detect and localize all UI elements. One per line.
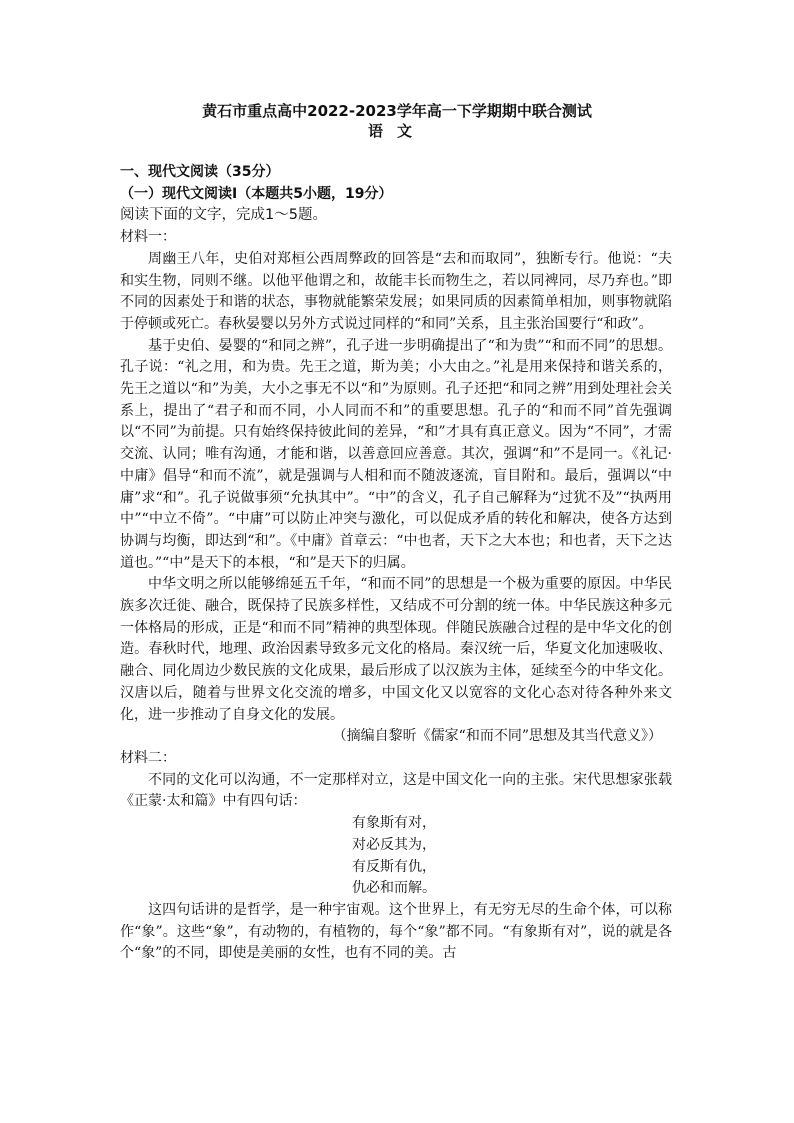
material1-label: 材料一： xyxy=(120,229,176,246)
poem-line: 有反斯有仇， xyxy=(352,858,436,875)
material2-paragraph-2: 这四句话讲的是哲学，是一种宇宙观。这个世界上，有无穷无尽的生命个体，可以称作“象”。这些“象”，有动物的，有植物的，每个“象”都不同。“有象斯有对”，说的就是各个“象”的不同，即使是美丽的女性，也有不同的美。古 xyxy=(120,901,672,962)
exam-title: 黄石市重点高中2022-2023学年高一下学期期中联合测试 xyxy=(202,102,592,120)
material1-paragraph-1: 周幽王八年，史伯对郑桓公西周弊政的回答是“去和而取同”，独断专行。他说：“夫和实生物，同则不继。以他平他谓之和，故能丰长而物生之，若以同裨同，尽乃弃也。”即不同的因素处于和谐的状态，事物就能繁荣发展；如果同质的因素简单相加，则事物就陷于停顿或死亡。春秋晏婴以另外方式说过同样的“和同”关系，且主张治国要行“和政”。 xyxy=(120,250,672,332)
poem-line: 仇必和而解。 xyxy=(352,880,436,897)
material1-source: （摘编自黎昕《儒家“和而不同”思想及其当代意义》） xyxy=(332,728,662,745)
material1-paragraph-3: 中华文明之所以能够绵延五千年，“和而不同”的思想是一个极为重要的原因。中华民族多次迁徙、融合，既保持了民族多样性，又结成不可分割的统一体。中华民族这种多元一体格局的形成，正是“和而不同”精神的典型体现。伴随民族融合过程的是中华文化的创造。春秋时代，地理、政治因素导致多元文化的格局。秦汉统一后，华夏文化加速吸收、融合、同化周边少数民族的文化成果，最后形成了以汉族为主体，延续至今的中华文化。汉唐以后，随着与世界文化交流的增多，中国文化又以宽容的文化心态对待各种外来文化，进一步推动了自身文化的发展。 xyxy=(120,576,672,723)
instruction: 阅读下面的文字，完成1～5题。 xyxy=(120,207,327,224)
section-subheading: （一）现代文阅读Ⅰ（本题共5小题，19分） xyxy=(120,185,393,202)
material2-paragraph-1: 不同的文化可以沟通，不一定那样对立，这是中国文化一向的主张。宋代思想家张载《正蒙·太和篇》中有四句话： xyxy=(120,771,672,810)
section-heading: 一、现代文阅读（35分） xyxy=(120,164,280,180)
material1-paragraph-2: 基于史伯、晏婴的“和同之辨”，孔子进一步明确提出了“和为贵”“和而不同”的思想。孔子说：“礼之用，和为贵。先王之道，斯为美；小大由之。”礼是用来保持和谐关系的，先王之道以“和”为美，大小之事无不以“和”为原则。孔子还把“和同之辨”用到处理社会关系上，提出了“君子和而不同，小人同而不和”的重要思想。孔子的“和而不同”首先强调以“不同”为前提。只有始终保持彼此间的差异，“和”才具有真正意义。因为“不同”，才需交流、认同；唯有沟通，才能和谐，以善意回应善意。其次，强调“和”不是同一。《礼记·中庸》倡导“和而不流”，就是强调与人相和而不随波逐流，盲目附和。最后，强调以“中庸”求“和”。孔子说做事须“允执其中”。“中”的含义，孔子自己解释为“过犹不及”“执两用中”“中立不倚”。“中庸”可以防止冲突与激化，可以促成矛盾的转化和解决，使各方达到协调与均衡，即达到“和”。《中庸》首章云：“中也者，天下之大本也；和也者，天下之达道也。”“中”是天下的本根，“和”是天下的归属。 xyxy=(120,337,672,571)
poem-line: 对必反其为， xyxy=(352,836,436,853)
material2-label: 材料二： xyxy=(120,749,176,766)
subject-title: 语文 xyxy=(367,122,426,140)
exam-content xyxy=(120,162,672,965)
poem-line: 有象斯有对， xyxy=(352,815,436,832)
